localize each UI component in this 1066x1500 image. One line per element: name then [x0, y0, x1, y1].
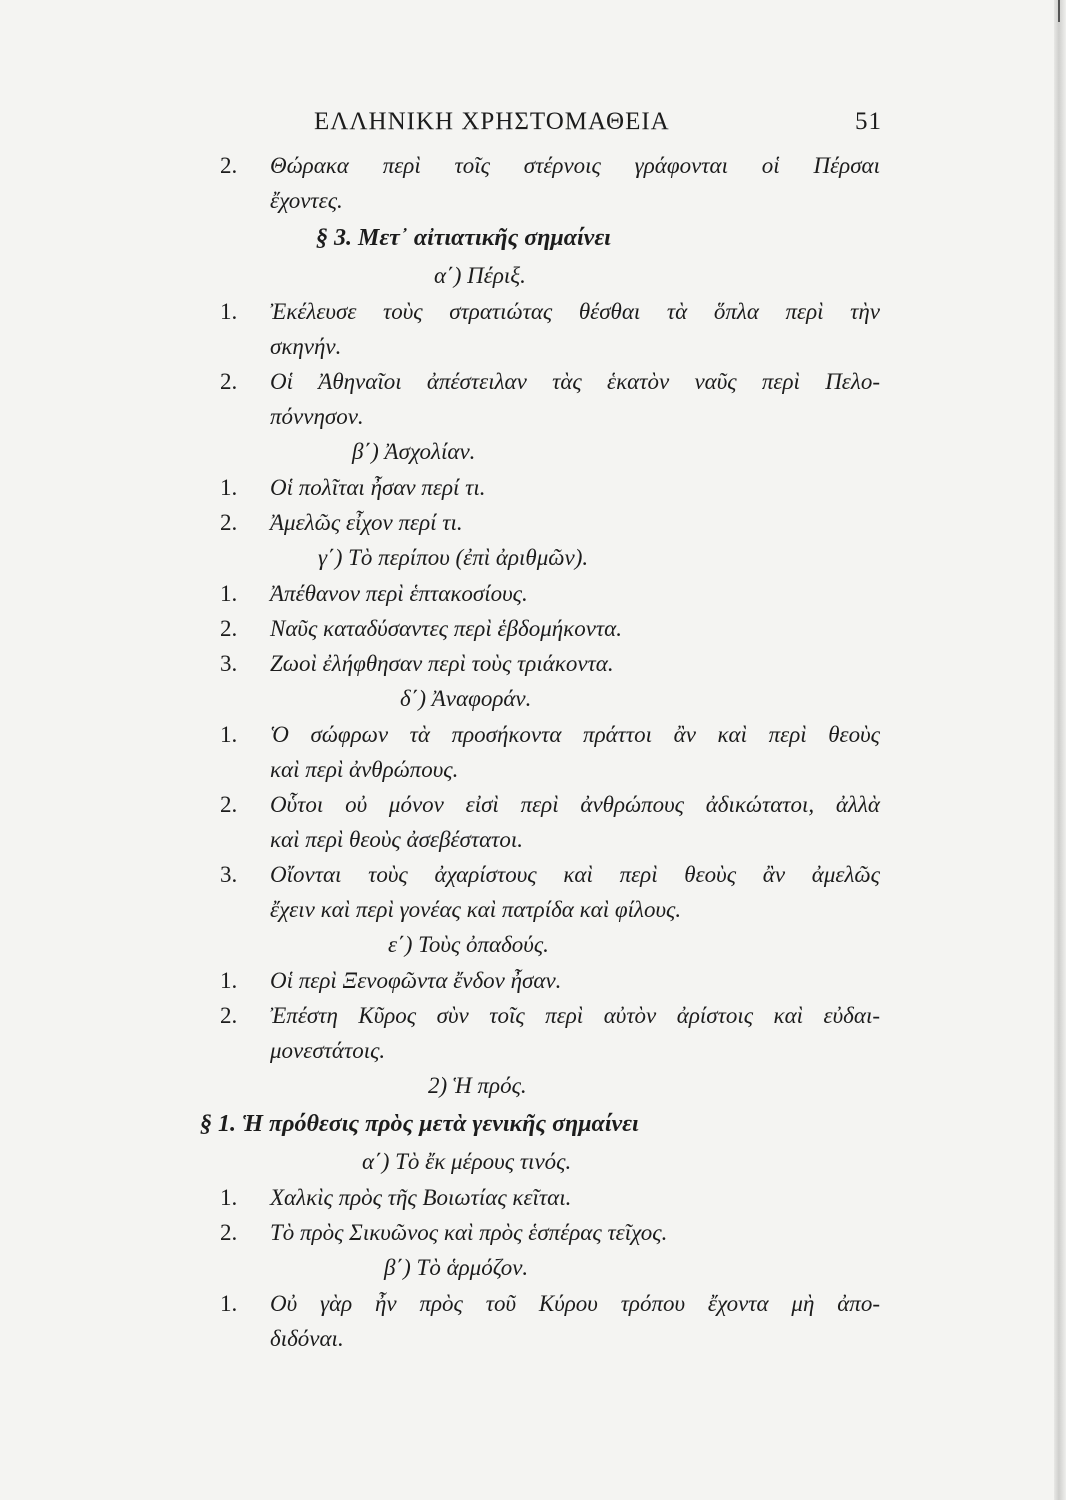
section-heading: § 1. Ἡ πρόθεσις πρὸς μετὰ γενικῆς σημαίνει: [200, 1111, 639, 1137]
example-text: Οἱ περὶ Ξενοφῶντα ἔνδον ἦσαν.: [270, 968, 562, 993]
example-number: 2.: [220, 153, 238, 178]
example-number: 1.: [220, 1185, 238, 1210]
subsection-heading: γ΄) Τὸ περίπου (ἐπὶ ἀριθμῶν).: [318, 545, 589, 570]
example-text: Ἀπέθανον περὶ ἑπτακοσίους.: [270, 581, 528, 606]
example-text: Ἐκέλευσε τοὺς στρατιώτας θέσθαι τὰ ὅπλα περὶ τὴν: [270, 299, 880, 324]
example-text: Ναῦς καταδύσαντες περὶ ἑβδομήκοντα.: [270, 616, 622, 641]
example-continuation: ἔχοντες.: [270, 188, 343, 213]
example-line: [220, 148, 880, 183]
example-text: Τὸ πρὸς Σικυῶνος καὶ πρὸς ἑσπέρας τεῖχος.: [270, 1220, 668, 1245]
page-edge-shadow: [1054, 0, 1066, 1500]
numbered-example: [220, 1286, 880, 1356]
example-line: [220, 611, 880, 646]
example-line: [220, 364, 880, 399]
section-heading: § 3. Μετ᾽ αἰτιατικῆς σημαίνει: [316, 225, 611, 251]
numbered-example: [220, 963, 880, 998]
example-text: Ἀμελῶς εἶχον περί τι.: [270, 510, 463, 535]
example-continuation: πόννησον.: [270, 404, 364, 429]
subsection-heading: β΄) Τὸ ἁρμόζον.: [384, 1255, 529, 1280]
numbered-example: [220, 294, 880, 364]
numbered-example: [220, 505, 880, 540]
example-text: Οὐ γὰρ ἦν πρὸς τοῦ Κύρου τρόπου ἔχοντα μὴ ἀπο-: [270, 1291, 880, 1316]
running-title: ΕΛΛΗΝΙΚΗ ΧΡΗΣΤΟΜΑΘΕΙΑ: [314, 108, 670, 135]
numbered-example: [220, 998, 880, 1068]
example-number: 2.: [220, 369, 238, 394]
example-text: Οὗτοι οὐ μόνον εἰσὶ περὶ ἀνθρώπους ἀδικώτατοι, ἀλλὰ: [270, 792, 880, 817]
example-line: [220, 294, 880, 329]
subsection-heading: ε΄) Τοὺς ὀπαδούς.: [388, 932, 549, 957]
example-number: 1.: [220, 722, 238, 747]
subsection-heading: α΄) Τὸ ἔκ μέρους τινός.: [362, 1149, 572, 1174]
example-number: 2.: [220, 1003, 238, 1028]
running-header: [232, 108, 880, 148]
example-line: [220, 857, 880, 892]
numbered-example: [220, 470, 880, 505]
example-continuation: ἔχειν καὶ περὶ γονέας καὶ πατρίδα καὶ φίλους.: [270, 897, 682, 922]
example-line: [220, 963, 880, 998]
example-line: [220, 787, 880, 822]
example-number: 1.: [220, 475, 238, 500]
numbered-example: [220, 717, 880, 787]
example-continuation: σκηνήν.: [270, 334, 342, 359]
numbered-example: [220, 148, 880, 218]
subsection-heading: α΄) Πέριξ.: [434, 263, 526, 288]
example-continuation: μονεστάτοις.: [270, 1038, 386, 1063]
example-text: Οἱ Ἀθηναῖοι ἀπέστειλαν τὰς ἑκατὸν ναῦς περὶ Πελο-: [270, 369, 880, 394]
example-line: [220, 998, 880, 1033]
example-text: Χαλκὶς πρὸς τῆς Βοιωτίας κεῖται.: [270, 1185, 572, 1210]
example-number: 1.: [220, 581, 238, 606]
example-number: 1.: [220, 968, 238, 993]
example-number: 3.: [220, 862, 238, 887]
subsection-heading: β΄) Ἀσχολίαν.: [352, 439, 476, 464]
example-number: 1.: [220, 299, 238, 324]
numbered-example: [220, 1180, 880, 1215]
subsection-heading: δ΄) Ἀναφοράν.: [400, 686, 532, 711]
example-number: 3.: [220, 651, 238, 676]
example-number: 1.: [220, 1291, 238, 1316]
numbered-example: [220, 1215, 880, 1250]
example-line: [220, 646, 880, 681]
example-number: 2.: [220, 792, 238, 817]
example-text: Ζωοὶ ἐλήφθησαν περὶ τοὺς τριάκοντα.: [270, 651, 614, 676]
numbered-example: [220, 364, 880, 434]
example-number: 2.: [220, 510, 238, 535]
example-text: Ἐπέστη Κῦρος σὺν τοῖς περὶ αὐτὸν ἀρίστοις καὶ εὐδαι-: [270, 1003, 880, 1028]
example-line: [220, 1286, 880, 1321]
page-edge-mark: [1058, 0, 1060, 22]
example-text: Θώρακα περὶ τοῖς στέρνοις γράφονται οἱ Πέρσαι: [270, 153, 880, 178]
page-number: 51: [855, 108, 882, 135]
page-body: [200, 148, 880, 1356]
example-number: 2.: [220, 1220, 238, 1245]
numbered-example: [220, 787, 880, 857]
example-line: [220, 505, 880, 540]
example-continuation: καὶ περὶ ἀνθρώπους.: [270, 757, 459, 782]
numbered-example: [220, 611, 880, 646]
example-text: Οἱ πολῖται ἦσαν περί τι.: [270, 475, 486, 500]
example-line: [220, 1180, 880, 1215]
example-text: Ὁ σώφρων τὰ προσήκοντα πράττοι ἂν καὶ περὶ θεοὺς: [270, 722, 880, 747]
example-line: [220, 717, 880, 752]
numbered-example: [220, 576, 880, 611]
example-line: [220, 470, 880, 505]
example-number: 2.: [220, 616, 238, 641]
numbered-example: [220, 646, 880, 681]
example-continuation: διδόναι.: [270, 1326, 344, 1351]
numbered-example: [220, 857, 880, 927]
subsection-heading: 2) Ἡ πρός.: [428, 1073, 527, 1098]
example-text: Οἴονται τοὺς ἀχαρίστους καὶ περὶ θεοὺς ἂν ἀμελῶς: [270, 862, 880, 887]
book-page: [200, 108, 882, 1356]
example-line: [220, 1215, 880, 1250]
example-continuation: καὶ περὶ θεοὺς ἀσεβέστατοι.: [270, 827, 524, 852]
example-line: [220, 576, 880, 611]
